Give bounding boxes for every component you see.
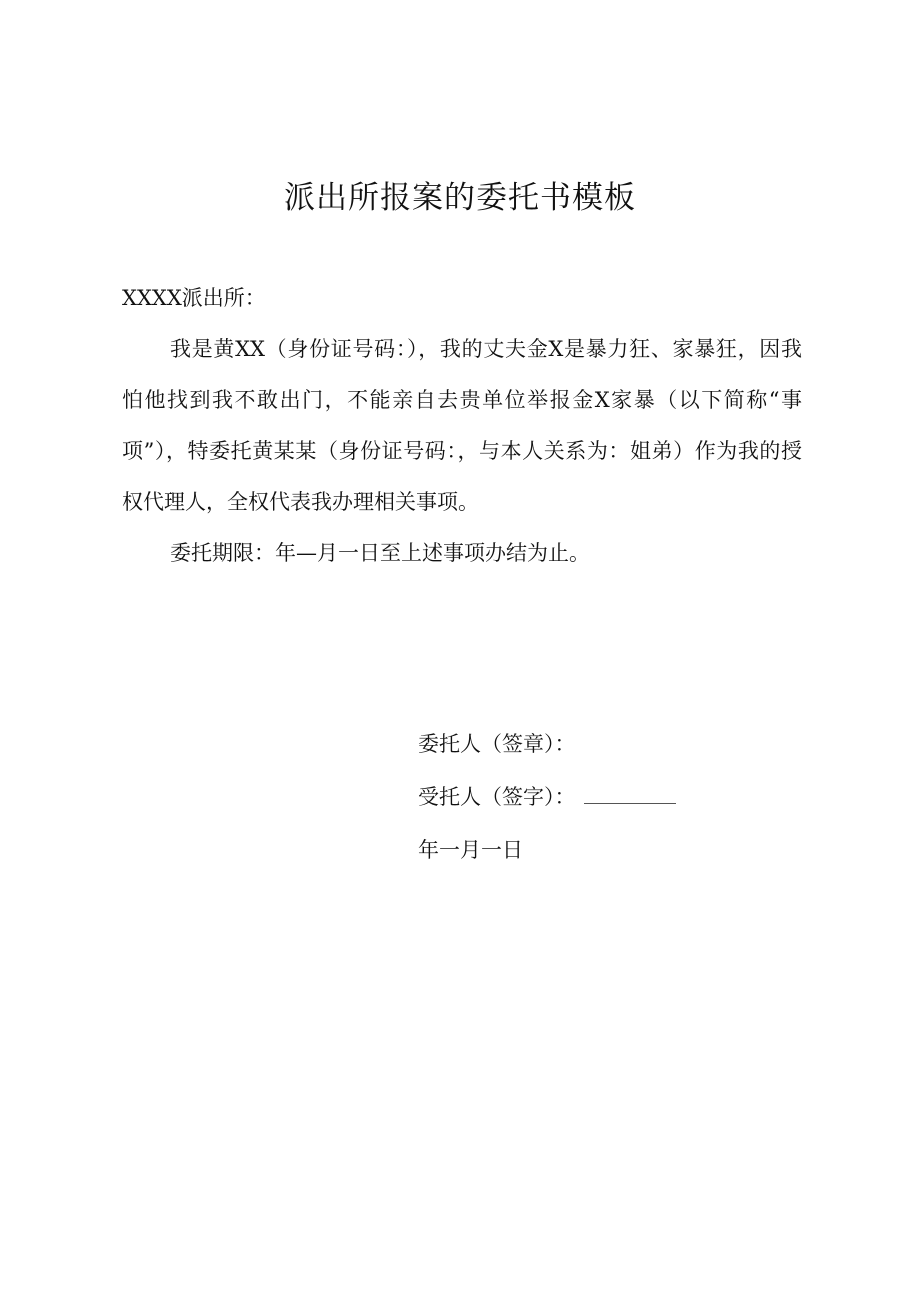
principal-signature-label: 委托人（签章）： [418, 732, 576, 756]
agent-signature-line [418, 771, 676, 824]
signature-date: 年一月一日 [418, 838, 523, 862]
signature-block [418, 718, 676, 877]
document-title: 派出所报案的委托书模板 [284, 180, 636, 216]
addressee-line: XXXX派出所： [122, 286, 266, 310]
document-body [122, 324, 802, 579]
principal-signature-line [418, 718, 676, 771]
agent-signature-label: 受托人（签字）： [418, 785, 576, 809]
body-paragraph-main: 我是黄XX（身份证号码：），我的丈夫金X是暴力狂、家暴狂，因我怕他找到我不敢出门，不能亲自去贵单位举报金X家暴（以下简称“事项”），特委托黄某某（身份证号码：，与本人关系为：姐弟）作为我的授权代理人，全权代表我办理相关事项。 [122, 337, 802, 514]
body-paragraph-term: 委托期限：年—月一日至上述事项办结为止。 [170, 541, 590, 565]
signature-date-line [418, 824, 676, 877]
agent-signature-blank [584, 777, 676, 804]
